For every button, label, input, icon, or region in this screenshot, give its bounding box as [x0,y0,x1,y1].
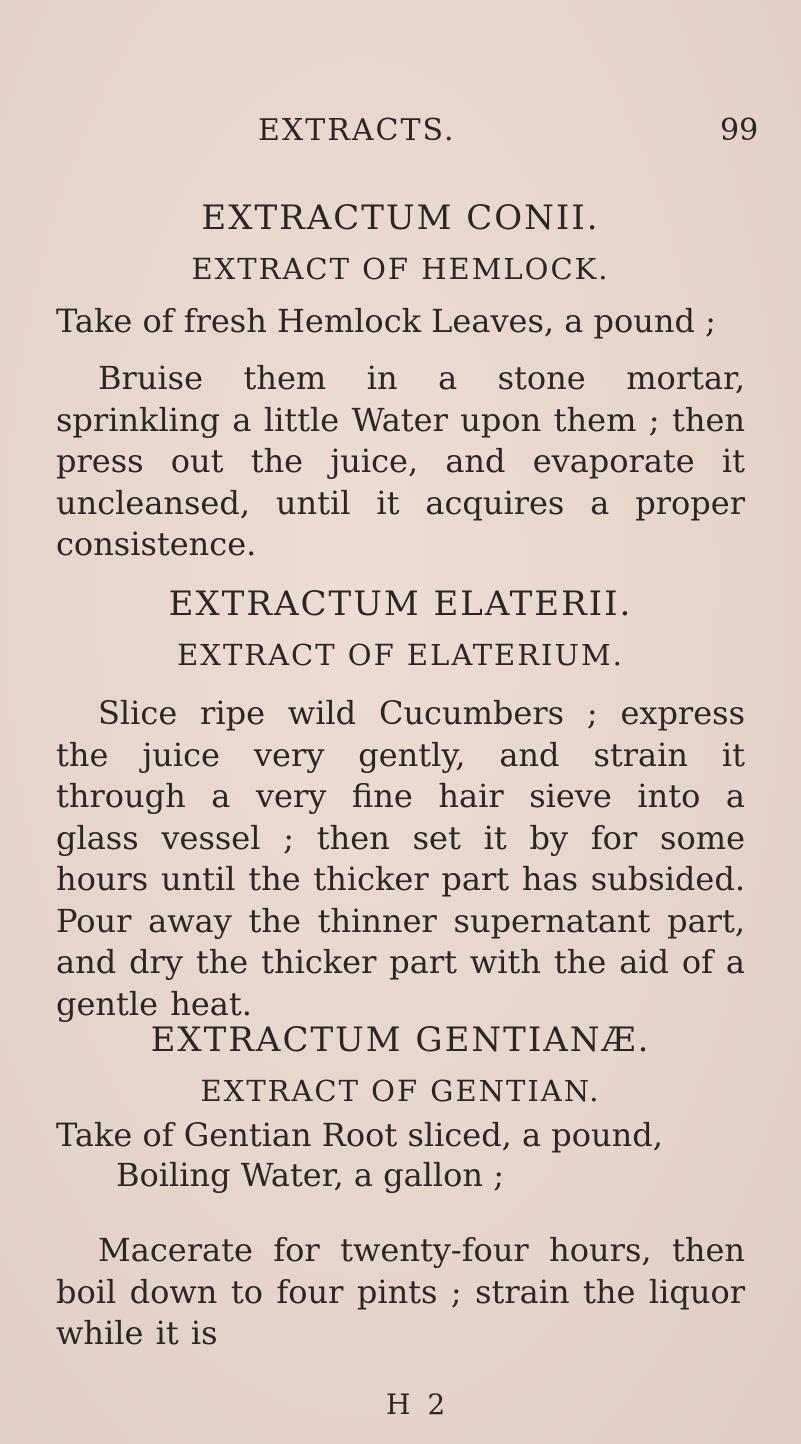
running-head [0,113,801,153]
directions-paragraph: Slice ripe wild Cucumbers ; express the juice very gently, and strain it through a very fine hair sieve into a glass vessel ; then set it by for some hours until the thicker part has subsided. Pour away the thinner supernatant part, and dry the thicker part with the aid of a gentle heat. [56,694,745,1023]
signature-mark: H 2 [386,1388,450,1421]
directions-paragraph: Bruise them in a stone mortar, sprinkling a little Water upon them ; then press out the juice, and evaporate it uncleansed, until it acquires a proper consistence. [56,359,745,563]
section-latin-title: EXTRACTUM CONII. [201,198,600,238]
section-english-title: EXTRACT OF ELATERIUM. [177,638,624,672]
section-english-title: EXTRACT OF GENTIAN. [200,1074,601,1108]
section-english-title: EXTRACT OF HEMLOCK. [191,252,610,286]
ingredient-line: Take of Gentian Root sliced, a pound, [56,1116,663,1154]
ingredient-line: Take of fresh Hemlock Leaves, a pound ; [56,302,716,340]
section-latin-title: EXTRACTUM ELATERII. [168,584,633,624]
page-number: 99 [720,113,759,148]
directions-paragraph: Macerate for twenty-four hours, then boil down to four pints ; strain the liquor while it is [56,1231,745,1352]
ingredient-line: Boiling Water, a gallon ; [116,1156,504,1194]
section-latin-title: EXTRACTUM GENTIANÆ. [150,1020,651,1060]
running-title: EXTRACTS. [258,113,456,148]
